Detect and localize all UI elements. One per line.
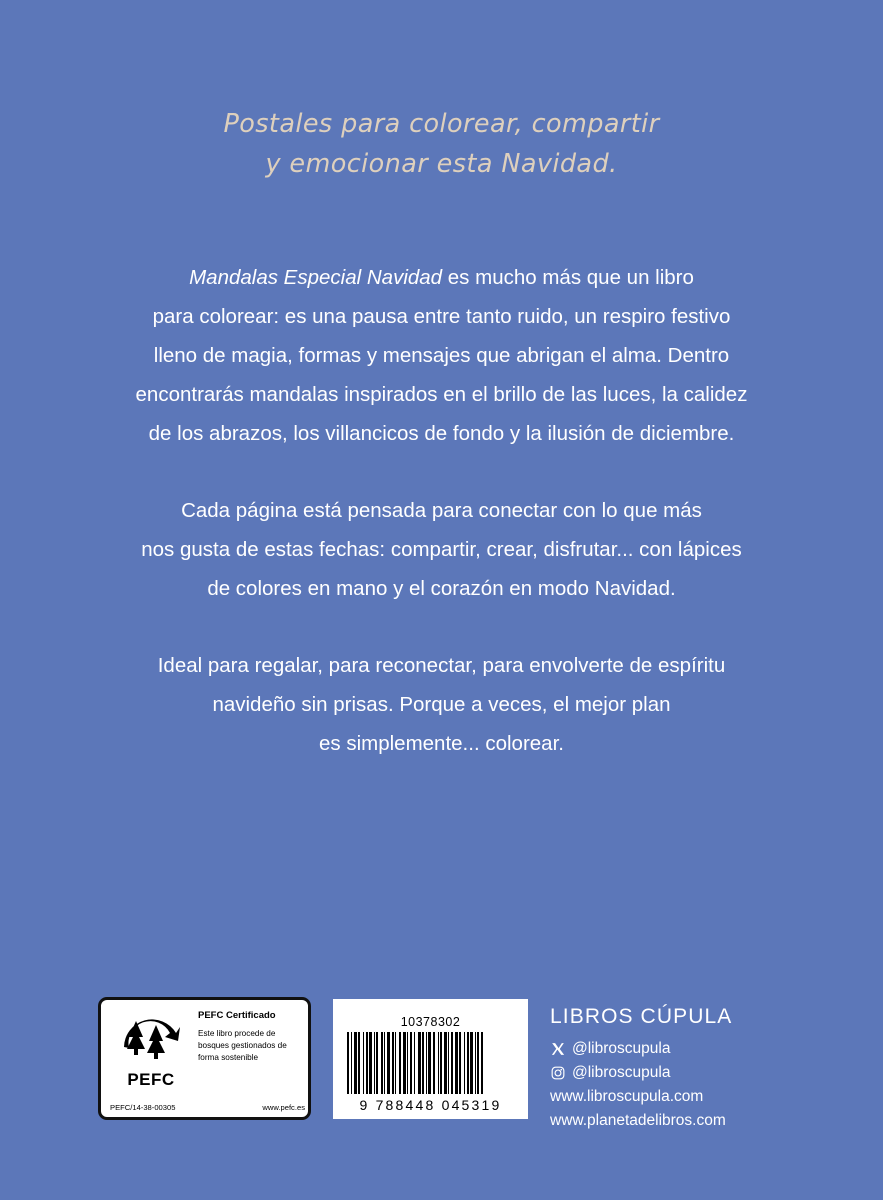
pefc-certification-badge: [98, 997, 311, 1120]
pefc-title: PEFC Certificado: [198, 1010, 276, 1021]
pefc-wordmark: PEFC: [127, 1070, 175, 1089]
publisher-instagram-line[interactable]: [550, 1061, 800, 1085]
publisher-website: www.libroscupula.com: [550, 1088, 704, 1105]
headline: [0, 104, 883, 185]
pefc-code: PEFC/14-38-00305: [110, 1103, 176, 1112]
paragraph-3-line-1: Ideal para regalar, para reconectar, para envolverte de espíritu: [157, 654, 726, 677]
pefc-logo-block: [109, 1007, 193, 1112]
publisher-website-2: www.planetadelibros.com: [550, 1112, 726, 1129]
paragraph-2-line-1: Cada página está pensada para conectar con lo que más: [181, 499, 702, 522]
pefc-description: Este libro procede de bosques gestionados de forma sostenible: [198, 1029, 287, 1063]
paragraph-1: [78, 258, 805, 453]
paragraph-2-line-3: de colores en mano y el corazón en modo Navidad.: [207, 577, 676, 600]
pefc-footer-line: [110, 1103, 305, 1112]
barcode-bars: [347, 1032, 515, 1094]
publisher-block: [550, 1005, 800, 1133]
body-copy: [78, 258, 805, 763]
pefc-website: www.pefc.es: [262, 1103, 305, 1112]
headline-line-2: y emocionar esta Navidad.: [265, 149, 618, 180]
barcode-isbn-number: 9 788448 045319: [359, 1097, 502, 1113]
book-title-italic: Mandalas Especial Navidad: [189, 266, 443, 289]
paragraph-1-line-5: de los abrazos, los villancicos de fondo y la ilusión de diciembre.: [148, 422, 735, 445]
paragraph-1-line-1-rest: es mucho más que un libro: [442, 266, 694, 289]
paragraph-1-line-3: lleno de magia, formas y mensajes que abrigan el alma. Dentro: [153, 344, 730, 367]
footer: [98, 997, 798, 1129]
paragraph-1-line-4: encontrarás mandalas inspirados en el brillo de las luces, la calidez: [135, 383, 748, 406]
paragraph-2-line-2: nos gusta de estas fechas: compartir, crear, disfrutar... con lápices: [141, 538, 742, 561]
publisher-name: LIBROS CÚPULA: [550, 1005, 733, 1028]
publisher-twitter-line[interactable]: [550, 1037, 800, 1061]
paragraph-1-line-2: para colorear: es una pausa entre tanto ruido, un respiro festivo: [152, 305, 731, 328]
headline-line-1: Postales para colorear, compartir: [223, 109, 660, 139]
barcode-top-number: 10378302: [400, 1015, 461, 1029]
paragraph-2: [78, 491, 805, 608]
publisher-website-line[interactable]: [550, 1085, 800, 1109]
publisher-instagram-handle: @libroscupula: [572, 1064, 671, 1081]
publisher-twitter-handle: @libroscupula: [572, 1040, 671, 1057]
barcode: [333, 999, 528, 1119]
paragraph-3: [78, 646, 805, 763]
publisher-website2-line[interactable]: [550, 1109, 800, 1133]
pefc-trees-icon: [118, 1007, 184, 1069]
paragraph-1-line-1: [78, 258, 805, 297]
instagram-icon: [550, 1065, 566, 1081]
paragraph-3-line-3: es simplemente... colorear.: [319, 732, 564, 755]
pefc-text-block: [193, 1007, 302, 1112]
paragraph-3-line-2: navideño sin prisas. Porque a veces, el mejor plan: [212, 693, 671, 716]
x-twitter-icon: [550, 1041, 566, 1057]
